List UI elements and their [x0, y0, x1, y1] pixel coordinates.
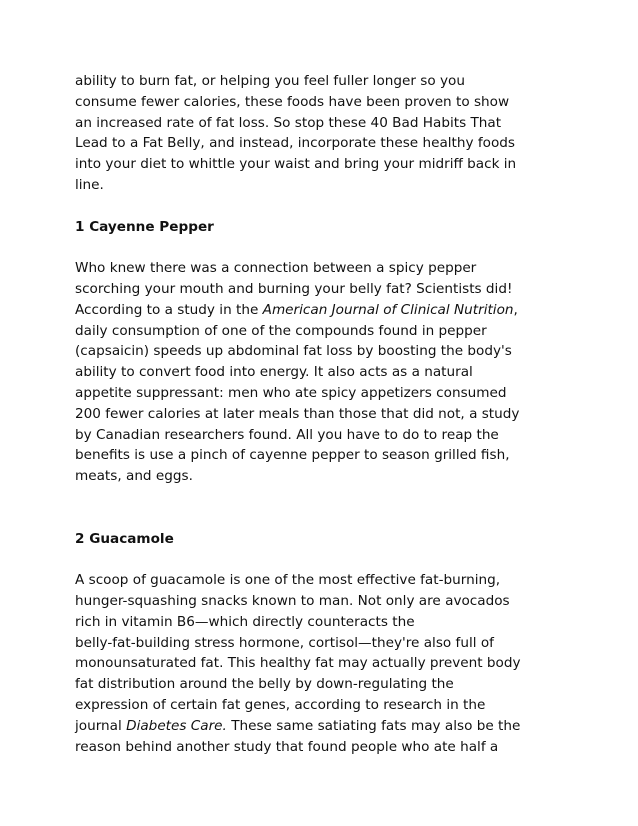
paragraph-spacer: [75, 508, 575, 529]
text-line: A scoop of guacamole is one of the most effective fat-burning,: [75, 572, 501, 589]
text-line: [75, 716, 575, 737]
text-line: ability to burn fat, or helping you feel fuller longer so you: [75, 73, 465, 89]
text-line: reason behind another study that found people who ate half a: [75, 738, 499, 755]
paragraph-spacer: [75, 549, 575, 570]
text-line: ability to convert food into energy. It also acts as a natural: [75, 364, 473, 381]
text-line: (capsaicin) speeds up abdominal fat loss by boosting the body's: [75, 343, 512, 360]
text-line: expression of certain fat genes, according to research in the: [75, 696, 486, 713]
text-run: journal: [75, 717, 127, 734]
text-line: an increased rate of fat loss. So stop these 40 Bad Habits That: [75, 114, 502, 131]
text-line: by Canadian researchers found. All you have to do to reap the: [75, 426, 499, 443]
document-page: [75, 71, 575, 757]
text-line: fat distribution around the belly by down-regulating the: [75, 676, 454, 693]
text-line: Lead to a Fat Belly, and instead, incorporate these healthy foods: [75, 135, 515, 152]
section-heading-cayenne-pepper: 1 Cayenne Pepper: [75, 218, 214, 235]
text-run: ,: [513, 301, 518, 318]
text-run: According to a study in the: [75, 301, 263, 318]
journal-title: Diabetes Care.: [126, 717, 227, 734]
text-line: scorching your mouth and burning your belly fat? Scientists did!: [75, 280, 513, 297]
intro-paragraph: [75, 71, 575, 196]
paragraph-spacer: [75, 196, 575, 217]
text-line: meats, and eggs.: [75, 468, 193, 485]
text-line: [75, 300, 575, 321]
text-line: into your diet to whittle your waist and bring your midriff back in: [75, 156, 517, 173]
text-line: daily consumption of one of the compounds found in pepper: [75, 322, 487, 339]
text-line: line.: [75, 176, 104, 193]
paragraph-spacer: [75, 487, 575, 508]
text-line: appetite suppressant: men who ate spicy appetizers consumed: [75, 384, 507, 401]
text-line: consume fewer calories, these foods have been proven to show: [75, 93, 510, 110]
section-heading-guacamole: 2 Guacamole: [75, 530, 174, 547]
text-line: Who knew there was a connection between a spicy pepper: [75, 260, 477, 277]
journal-title: American Journal of Clinical Nutrition: [262, 301, 514, 318]
text-line: rich in vitamin B6—which directly counteracts the: [75, 613, 415, 630]
text-line: benefits is use a pinch of cayenne pepper to season grilled fish,: [75, 447, 510, 464]
cayenne-pepper-paragraph: [75, 258, 575, 487]
guacamole-paragraph: [75, 570, 575, 757]
paragraph-spacer: [75, 237, 575, 258]
text-line: monounsaturated fat. This healthy fat may actually prevent body: [75, 655, 521, 672]
text-run: These same satiating fats may also be the: [226, 717, 521, 734]
text-line: belly-fat-building stress hormone, cortisol—they're also full of: [75, 634, 494, 651]
text-line: hunger-squashing snacks known to man. Not only are avocados: [75, 592, 510, 609]
text-line: 200 fewer calories at later meals than those that did not, a study: [75, 405, 520, 422]
